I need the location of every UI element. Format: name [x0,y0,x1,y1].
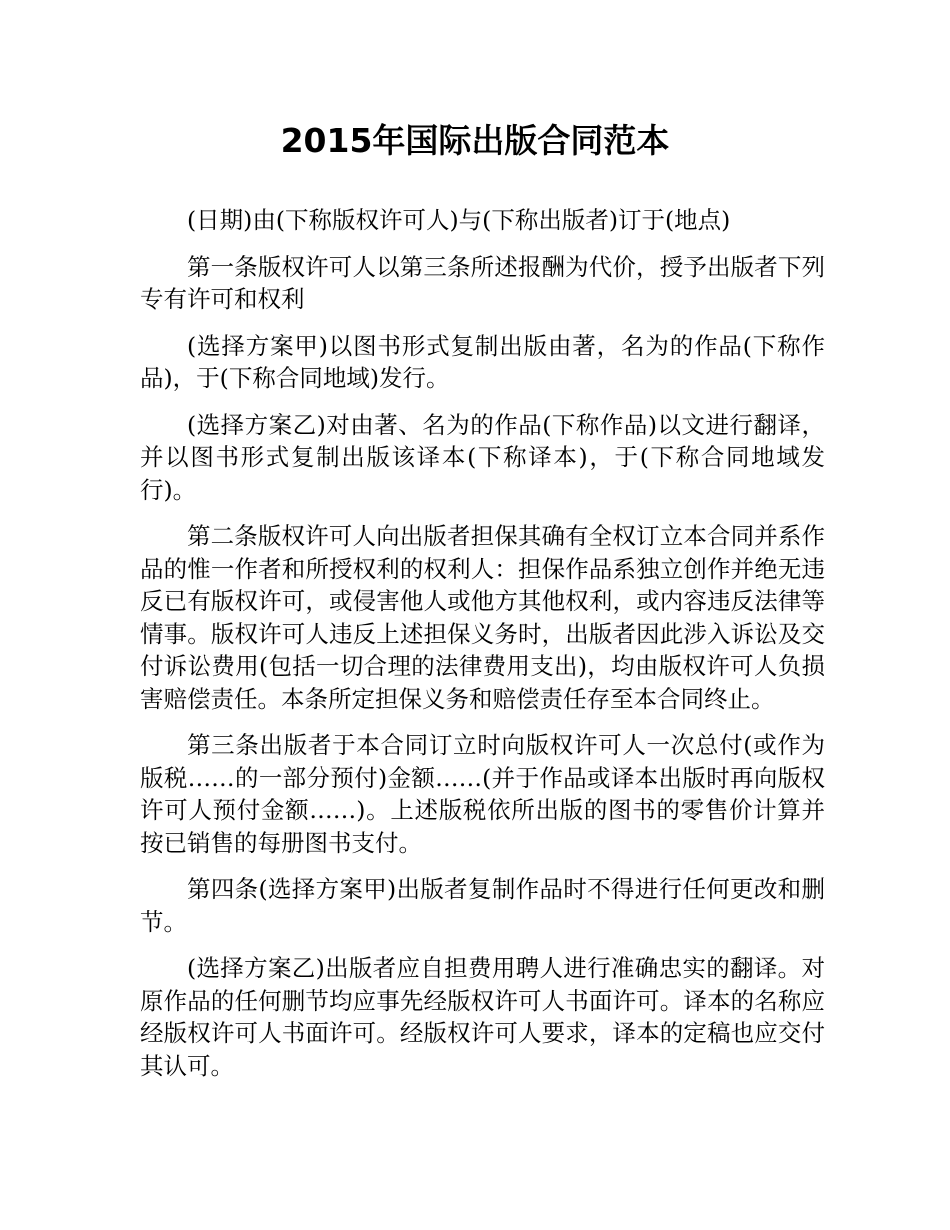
paragraph-article-4-option-b: (选择方案乙)出版者应自担费用聘人进行准确忠实的翻译。对原作品的任何删节均应事先经版权许可人书面许可。译本的名称应经版权许可人书面许可。经版权许可人要求，译本的定稿也应交付其认可。 [140,954,825,1080]
paragraph-option-b: (选择方案乙)对由著、名为的作品(下称作品)以文进行翻译，并以图书形式复制出版该译本(下称译本)，于(下称合同地域发行)。 [140,410,825,504]
paragraph-article-1: 第一条版权许可人以第三条所述报酬为代价，授予出版者下列专有许可和权利 [140,252,825,313]
paragraph-article-2: 第二条版权许可人向出版者担保其确有全权订立本合同并系作品的惟一作者和所授权利的权利人：担保作品系独立创作并绝无违反已有版权许可，或侵害他人或他方其他权利，或内容违反法律等情事。版权许可人违反上述担保义务时，出版者因此涉入诉讼及交付诉讼费用(包括一切合理的法律费用支出)，均由版权许可人负损害赔偿责任。本条所定担保义务和赔偿责任存至本合同终止。 [140,522,825,713]
paragraph-article-3: 第三条出版者于本合同订立时向版权许可人一次总付(或作为版税……的一部分预付)金额……(并于作品或译本出版时再向版权许可人预付金额……)。上述版税依所出版的图书的零售价计算并按已销售的每册图书支付。 [140,731,825,857]
document-title: 2015年国际出版合同范本 [280,121,670,160]
paragraph-date: (日期)由(下称版权许可人)与(下称出版者)订于(地点) [187,206,731,234]
paragraph-option-a: (选择方案甲)以图书形式复制出版由著，名为的作品(下称作品)，于(下称合同地域)发行。 [140,331,825,392]
paragraph-article-4-option-a: 第四条(选择方案甲)出版者复制作品时不得进行任何更改和删节。 [140,875,825,936]
document-body [140,204,825,1096]
